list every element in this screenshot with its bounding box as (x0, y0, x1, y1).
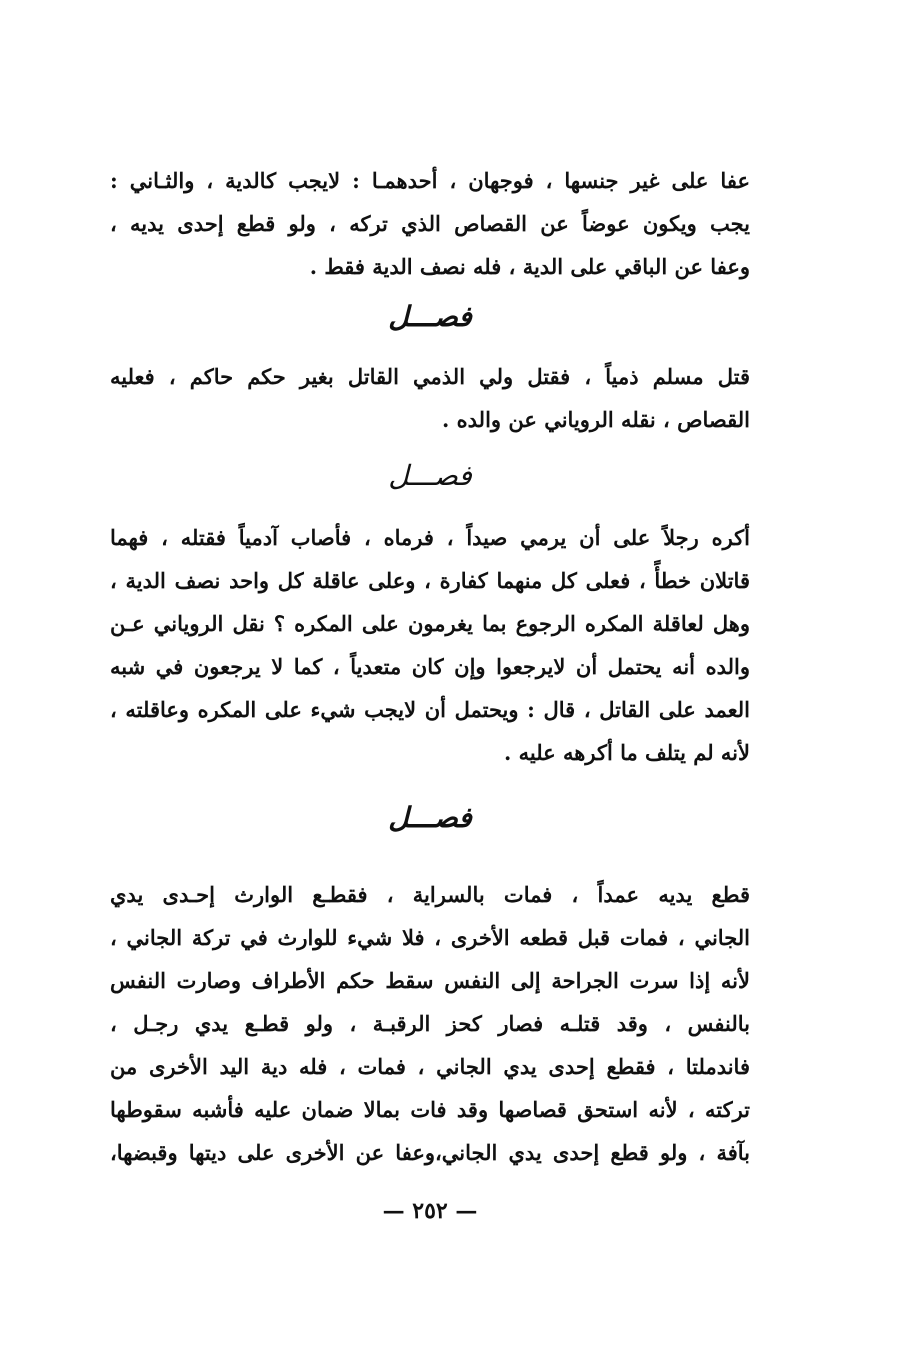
text-line: قاتلان خطأً ، فعلى كل منهما كفارة ، وعلى عاقلة كل واحد نصف الدية ، (110, 568, 750, 593)
paragraph-continuation (110, 159, 750, 288)
text-line: القصاص ، نقله الروياني عن والده . (442, 407, 750, 432)
text-line: يجب ويكون عوضاً عن القصاص الذي تركه ، ولو قطع إحدى يديه ، (110, 211, 750, 236)
text-line: الجاني ، فمات قبل قطعه الأخرى ، فلا شيء للوارث في تركة الجاني ، (110, 925, 750, 950)
text-line: بالنفس ، وقد قتلـه فصار كحز الرقبـة ، ولو قطـع يدي رجـل ، (110, 1011, 750, 1036)
section-heading: فصـــل (388, 801, 472, 834)
text-line: العمد على القاتل ، قال : ويحتمل أن لايجب شيء على المكره وعاقلته ، (110, 697, 750, 722)
text-line: أكره رجلاً على أن يرمي صيداً ، فرماه ، فأصاب آدمياً فقتله ، فهما (110, 525, 750, 550)
section-heading: فصـــل (388, 300, 472, 333)
paragraph-section-2 (110, 516, 750, 774)
paragraph-section-1 (110, 355, 750, 441)
text-line: بآفة ، ولو قطع إحدى يدي الجاني،وعفا عن الأخرى على ديتها وقبضها، (110, 1140, 750, 1165)
text-line: لأنه إذا سرت الجراحة إلى النفس سقط حكم الأطراف وصارت النفس (110, 968, 750, 993)
text-line: قتل مسلم ذمياً ، فقتل ولي الذمي القاتل بغير حكم حاكم ، فعليه (110, 364, 750, 389)
text-line: فاندملتا ، فقطع إحدى يدي الجاني ، فمات ، فله دية اليد الأخرى من (110, 1054, 750, 1079)
text-line: وعفا عن الباقي على الدية ، فله نصف الدية فقط . (309, 254, 750, 279)
text-line: قطع يديه عمداً ، فمات بالسراية ، فقطـع الوارث إحـدى يدي (110, 882, 750, 907)
section-heading: فصـــل (388, 459, 472, 492)
text-line: والده أنه يحتمل أن لايرجعوا وإن كان متعدياً ، كما لا يرجعون في شبه (110, 654, 750, 679)
text-line: وهل لعاقلة المكره الرجوع بما يغرمون على المكره ؟ نقل الروياني عـن (110, 611, 750, 636)
text-line: لأنه لم يتلف ما أكرهه عليه . (504, 740, 750, 765)
text-line: تركته ، لأنه استحق قصاصها وقد فات بمالا ضمان عليه فأشبه سقوطها (110, 1097, 750, 1122)
text-line: عفا على غير جنسها ، فوجهان ، أحدهمـا : لايجب كالدية ، والثـاني : (110, 168, 750, 193)
paragraph-section-3 (110, 873, 750, 1174)
page-number: — ٢٥٢ — (382, 1198, 478, 1224)
